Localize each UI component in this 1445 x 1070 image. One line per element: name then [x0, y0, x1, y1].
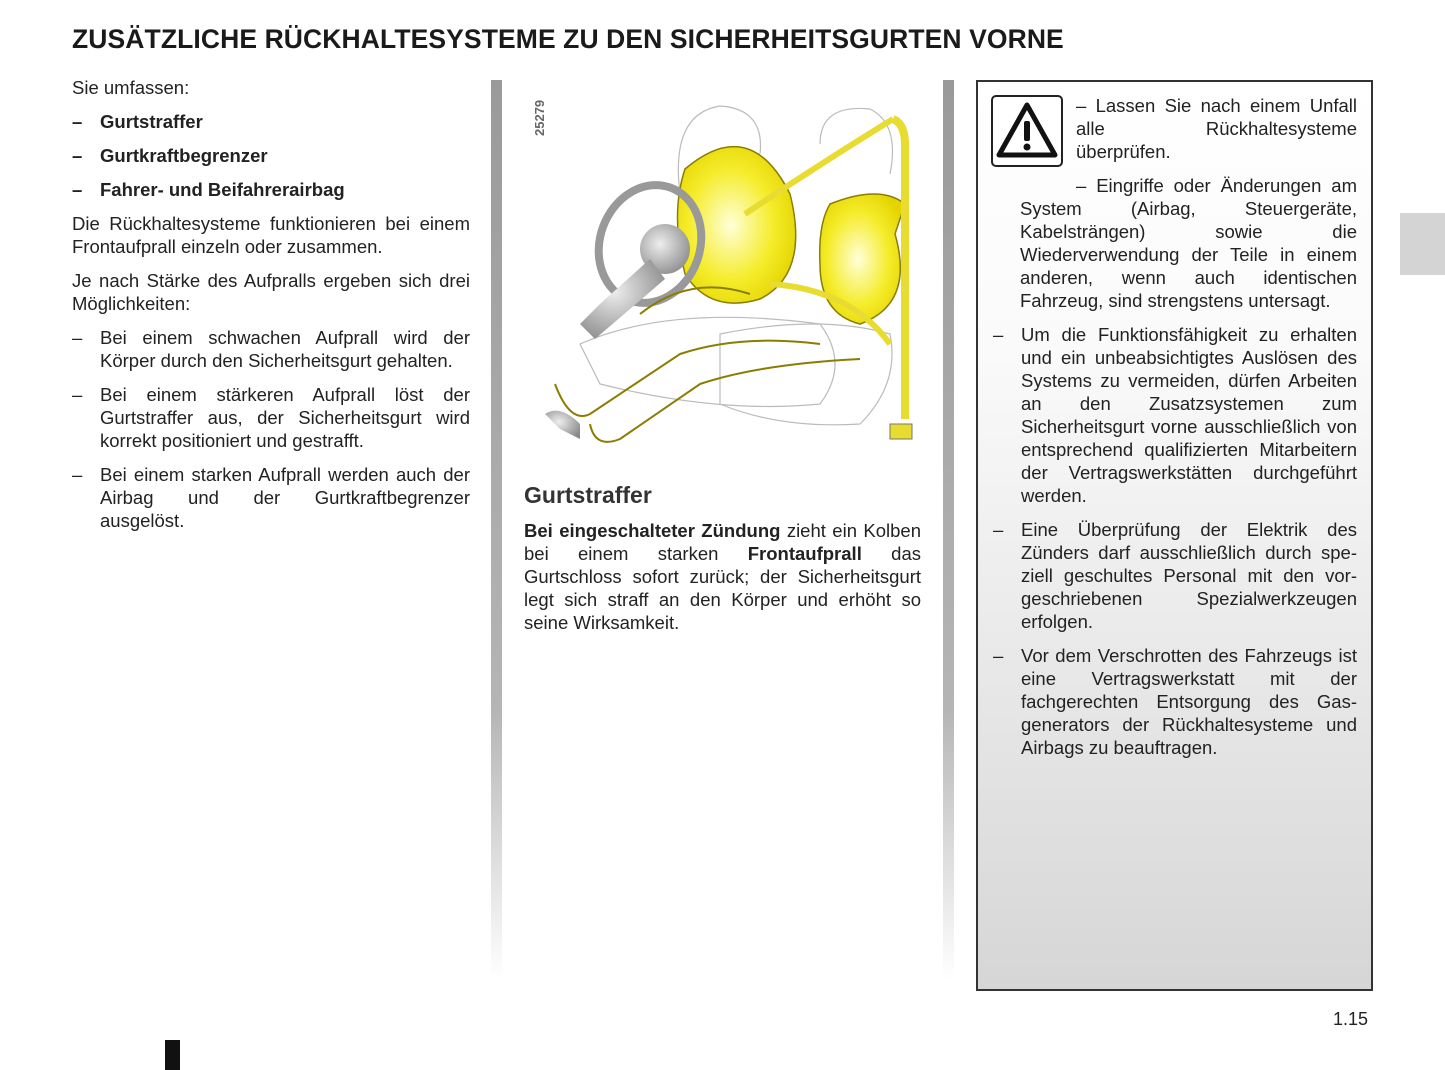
list-item: – Fahrer- und Beifahrerairbag: [72, 179, 345, 200]
paragraph: Je nach Stärke des Aufpralls ergeben sich drei Möglichkeiten:: [72, 270, 470, 314]
warning-list: [993, 94, 1358, 770]
print-mark: [165, 1040, 180, 1070]
warning-box: [976, 80, 1373, 991]
list-item: – Eingriffe oder Änderungen am System (Airbag, Steuergeräte, Kabelsträngen) sowie die Wiederverwendung der Teile in einem anderen, wenn auch identischen Fahrzeug, sind strengstens untersagt.: [1020, 175, 1357, 311]
column-divider: [491, 80, 502, 980]
section-heading: Gurtstraffer: [524, 482, 652, 508]
paragraph: Die Rückhaltesysteme funktionieren bei einem Frontaufprall einzeln oder zusammen.: [72, 213, 470, 257]
middle-column: [524, 484, 921, 645]
passenger-airbag: [820, 194, 905, 324]
figure-number: 25279: [532, 99, 547, 136]
list-item: – Vor dem Verschrotten des Fahrzeugs ist eine Vertragswerkstatt mit der fachgerechten Entsorgung des Gasgenerators der Rückhaltesysteme und Airbags zu beauftragen.: [993, 645, 1357, 758]
list-item: – Gurtkraftbegrenzer: [72, 145, 268, 166]
list-item: – Lassen Sie nach einem Unfall alle Rückhaltesysteme überprüfen.: [1076, 95, 1358, 162]
list-item: – Bei einem starken Aufprall werden auch der Airbag und der Gurtkraftbegrenzer ausgelöst.: [72, 464, 470, 531]
left-column: [72, 76, 470, 543]
list-item: – Eine Überprüfung der Elektrik des Zünders darf ausschließlich durch speziell geschultes Personal mit den vorgeschriebenen Spezialwerkzeugen erfolgen.: [993, 519, 1357, 632]
page-title: ZUSÄTZLICHE RÜCKHALTESYSTEME ZU DEN SICHERHEITSGURTEN VORNE: [72, 24, 1064, 54]
list-item: – Bei einem stärkeren Aufprall löst der Gurtstraffer aus, der Sicherheitsgurt wird korrekt positioniert und gestrafft.: [72, 384, 470, 451]
list-item: – Bei einem schwachen Aufprall wird der Körper durch den Sicherheitsgurt gehalten.: [72, 327, 470, 371]
paragraph: Bei eingeschalteter Zündung zieht ein Kolben bei einem starken Frontaufprall das Gurtschloss sofort zurück; der Sicherheitsgurt legt sich straff an den Körper und erhöht so seine Wirksamkeit.: [524, 520, 922, 633]
airbag-illustration: [520, 84, 930, 454]
list-item: – Um die Funktionsfähigkeit zu erhalten und ein unbeabsichtigtes Auslösen des Systems zu vermeiden, dürfen Arbeiten an den Zusatzsystemen zum Sicherheitsgurt vorne ausschließlich von entsprechend qualifizierten Mitarbeitern der Vertragswerkstätten durchgeführt werden.: [993, 324, 1357, 506]
chapter-tab: [1400, 213, 1445, 275]
intro-text: Sie umfassen:: [72, 77, 190, 98]
page-number: 1.15: [1333, 1009, 1369, 1029]
column-divider: [943, 80, 954, 980]
list-item: – Gurtstraffer: [72, 111, 203, 132]
